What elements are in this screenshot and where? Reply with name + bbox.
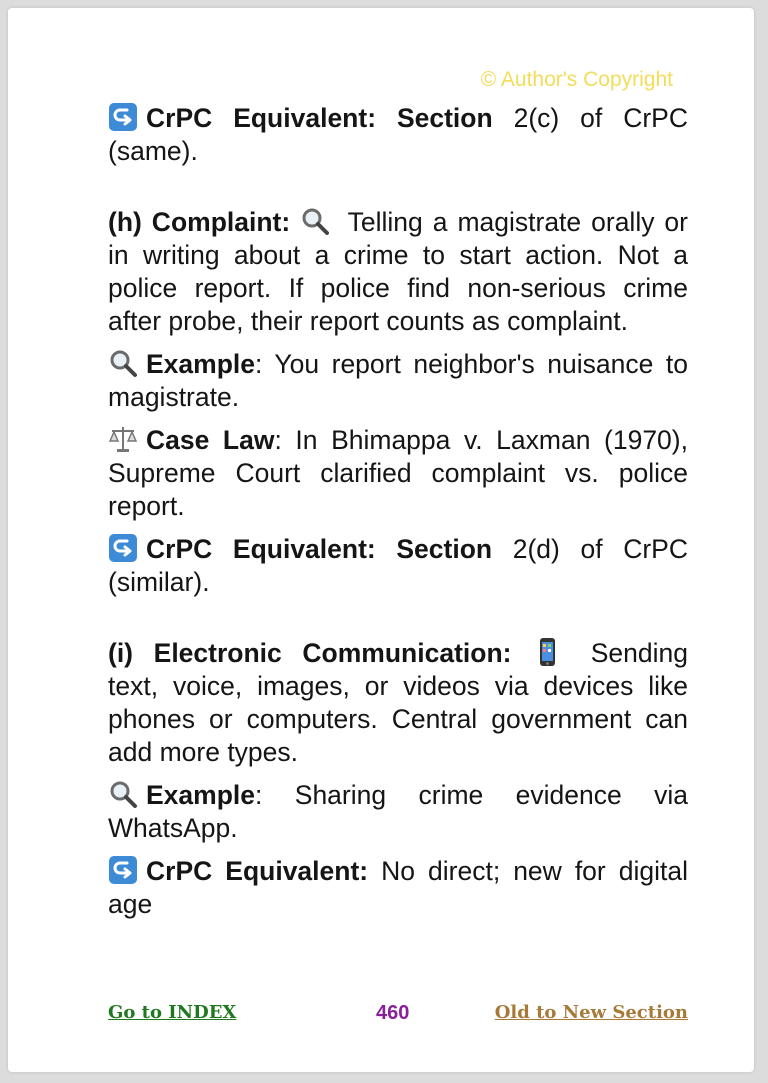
complaint-text: Telling a magistrate orally or in writing about a crime to start action. Not a police report. If police find non-serious crime after probe, their report counts as complaint.: [108, 207, 688, 336]
electronic-example: [108, 779, 688, 845]
page-footer: [108, 1002, 688, 1028]
old-to-new-section-link[interactable]: Old to New Section: [494, 1002, 688, 1023]
crpc-label: CrPC Equivalent: Section: [146, 534, 493, 564]
example-text: : Sharing crime evidence via WhatsApp.: [108, 780, 688, 843]
return-arrow-icon: [108, 102, 138, 132]
crpc-equivalent-none: [108, 855, 688, 921]
crpc-text: 2(c) of CrPC (same).: [108, 103, 688, 166]
balance-scale-icon: [108, 424, 138, 454]
return-arrow-icon: [108, 855, 138, 885]
magnifying-glass-icon: [108, 779, 138, 809]
page-number: 460: [376, 1002, 410, 1024]
crpc-label: CrPC Equivalent:: [146, 856, 369, 886]
example-label: Example: [146, 780, 256, 810]
crpc-equivalent-2c: [108, 102, 688, 168]
page-content: [108, 102, 688, 921]
mobile-phone-icon: [532, 637, 562, 667]
document-page: [8, 8, 754, 1072]
crpc-equivalent-2d: [108, 533, 688, 599]
electronic-communication-text: Sending text, voice, images, or videos via devices like phones or computers. Central government can add more types.: [108, 638, 688, 767]
crpc-text: 2(d) of CrPC (similar).: [108, 534, 688, 597]
complaint-definition: [108, 206, 688, 338]
case-law-text: : In Bhimappa v. Laxman (1970), Supreme Court clarified complaint vs. police report.: [108, 425, 688, 521]
magnifying-glass-icon: [108, 348, 138, 378]
electronic-communication-heading: (i) Electronic Communication:: [108, 638, 512, 668]
complaint-heading: (h) Complaint:: [108, 207, 291, 237]
crpc-text: No direct; new for digital age: [108, 856, 688, 919]
case-law-label: Case Law: [146, 425, 275, 455]
crpc-label: CrPC Equivalent: Section: [146, 103, 493, 133]
example-label: Example: [146, 349, 256, 379]
go-to-index-link[interactable]: Go to INDEX: [108, 1002, 237, 1023]
complaint-example: [108, 348, 688, 414]
copyright-notice: © Author's Copyright: [480, 68, 673, 91]
magnifying-glass-icon: [300, 206, 330, 236]
electronic-communication-definition: [108, 637, 688, 769]
complaint-case-law: [108, 424, 688, 523]
return-arrow-icon: [108, 533, 138, 563]
example-text: : You report neighbor's nuisance to magistrate.: [108, 349, 688, 412]
